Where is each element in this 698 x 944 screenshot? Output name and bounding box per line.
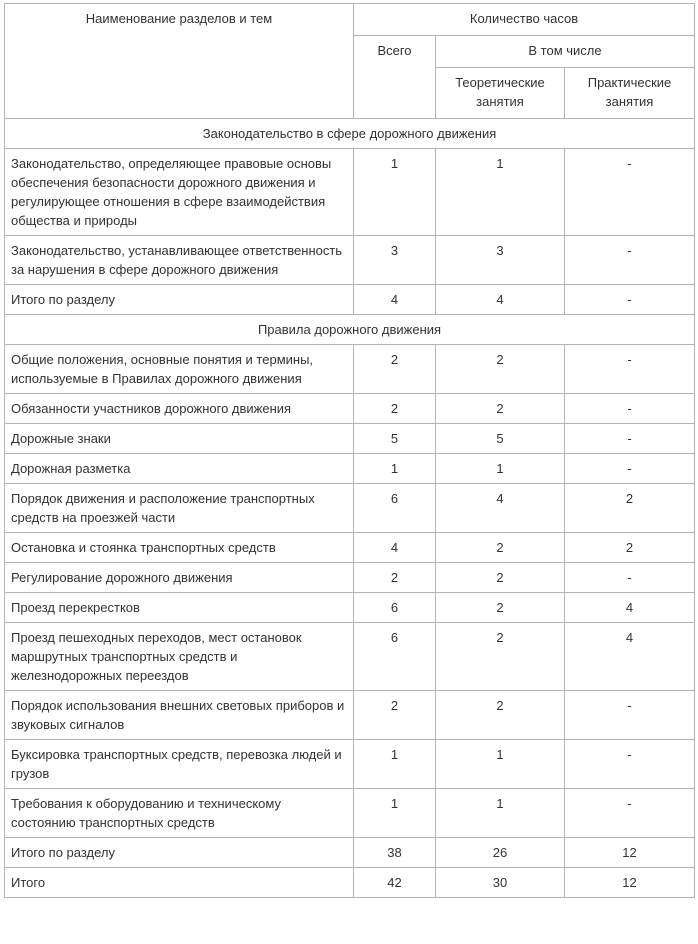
hours-theory: 1 [436, 454, 565, 484]
hours-practice: - [565, 285, 695, 315]
section-header-row [5, 119, 695, 149]
header-including: В том числе [436, 36, 695, 68]
hours-total: 2 [354, 394, 436, 424]
hours-total: 2 [354, 563, 436, 593]
hours-practice: - [565, 563, 695, 593]
hours-practice: - [565, 345, 695, 394]
header-practice: Практические занятия [565, 68, 695, 119]
topic-name: Обязанности участников дорожного движения [5, 394, 354, 424]
table-row [5, 236, 695, 285]
table-row [5, 149, 695, 236]
hours-table [4, 3, 695, 898]
topic-name: Итого по разделу [5, 838, 354, 868]
hours-theory: 4 [436, 484, 565, 533]
hours-theory: 2 [436, 345, 565, 394]
table-row [5, 394, 695, 424]
table-row [5, 454, 695, 484]
hours-total: 1 [354, 454, 436, 484]
hours-total: 6 [354, 623, 436, 691]
hours-theory: 2 [436, 533, 565, 563]
table-row [5, 345, 695, 394]
grand-total-row [5, 868, 695, 898]
table-row [5, 563, 695, 593]
hours-practice: 4 [565, 623, 695, 691]
topic-name: Проезд перекрестков [5, 593, 354, 623]
topic-name: Дорожные знаки [5, 424, 354, 454]
hours-practice: - [565, 149, 695, 236]
topic-name: Дорожная разметка [5, 454, 354, 484]
hours-total: 1 [354, 789, 436, 838]
hours-theory: 1 [436, 789, 565, 838]
hours-theory: 2 [436, 394, 565, 424]
hours-practice: 4 [565, 593, 695, 623]
hours-total: 42 [354, 868, 436, 898]
hours-theory: 30 [436, 868, 565, 898]
topic-name: Регулирование дорожного движения [5, 563, 354, 593]
hours-total: 1 [354, 740, 436, 789]
hours-theory: 1 [436, 740, 565, 789]
hours-practice: 2 [565, 533, 695, 563]
topic-name: Законодательство, устанавливающее ответственность за нарушения в сфере дорожного движения [5, 236, 354, 285]
table-row [5, 533, 695, 563]
table-row [5, 623, 695, 691]
hours-practice: - [565, 691, 695, 740]
hours-theory: 4 [436, 285, 565, 315]
hours-theory: 5 [436, 424, 565, 454]
hours-total: 5 [354, 424, 436, 454]
hours-practice: 2 [565, 484, 695, 533]
topic-name: Проезд пешеходных переходов, мест остановок маршрутных транспортных средств и железнодорожных переездов [5, 623, 354, 691]
hours-theory: 2 [436, 623, 565, 691]
hours-total: 2 [354, 691, 436, 740]
header-theory: Теоретические занятия [436, 68, 565, 119]
hours-total: 6 [354, 484, 436, 533]
hours-total: 2 [354, 345, 436, 394]
table-row [5, 424, 695, 454]
table-row [5, 593, 695, 623]
hours-theory: 26 [436, 838, 565, 868]
hours-practice: - [565, 740, 695, 789]
header-total: Всего [354, 36, 436, 119]
section-header-row [5, 315, 695, 345]
table-row [5, 484, 695, 533]
topic-name: Итого [5, 868, 354, 898]
hours-theory: 3 [436, 236, 565, 285]
section-title: Законодательство в сфере дорожного движения [5, 119, 695, 149]
hours-practice: - [565, 454, 695, 484]
hours-practice: - [565, 789, 695, 838]
hours-total: 3 [354, 236, 436, 285]
topic-name: Порядок использования внешних световых приборов и звуковых сигналов [5, 691, 354, 740]
topic-name: Требования к оборудованию и техническому состоянию транспортных средств [5, 789, 354, 838]
hours-total: 1 [354, 149, 436, 236]
hours-total: 4 [354, 533, 436, 563]
topic-name: Порядок движения и расположение транспортных средств на проезжей части [5, 484, 354, 533]
topic-name: Законодательство, определяющее правовые основы обеспечения безопасности дорожного движения и регулирующее отношения в сфере взаимодействия общества и природы [5, 149, 354, 236]
hours-practice: - [565, 424, 695, 454]
hours-practice: 12 [565, 838, 695, 868]
hours-theory: 2 [436, 563, 565, 593]
topic-name: Итого по разделу [5, 285, 354, 315]
hours-theory: 1 [436, 149, 565, 236]
hours-total: 38 [354, 838, 436, 868]
hours-practice: 12 [565, 868, 695, 898]
table-row [5, 789, 695, 838]
hours-practice: - [565, 394, 695, 424]
topic-name: Общие положения, основные понятия и термины, используемые в Правилах дорожного движения [5, 345, 354, 394]
hours-theory: 2 [436, 691, 565, 740]
section-subtotal-row [5, 838, 695, 868]
hours-theory: 2 [436, 593, 565, 623]
header-name: Наименование разделов и тем [5, 4, 354, 119]
topic-name: Остановка и стоянка транспортных средств [5, 533, 354, 563]
table-row [5, 691, 695, 740]
hours-total: 6 [354, 593, 436, 623]
header-hours: Количество часов [354, 4, 695, 36]
section-subtotal-row [5, 285, 695, 315]
hours-practice: - [565, 236, 695, 285]
section-title: Правила дорожного движения [5, 315, 695, 345]
table-row [5, 740, 695, 789]
hours-total: 4 [354, 285, 436, 315]
topic-name: Буксировка транспортных средств, перевозка людей и грузов [5, 740, 354, 789]
